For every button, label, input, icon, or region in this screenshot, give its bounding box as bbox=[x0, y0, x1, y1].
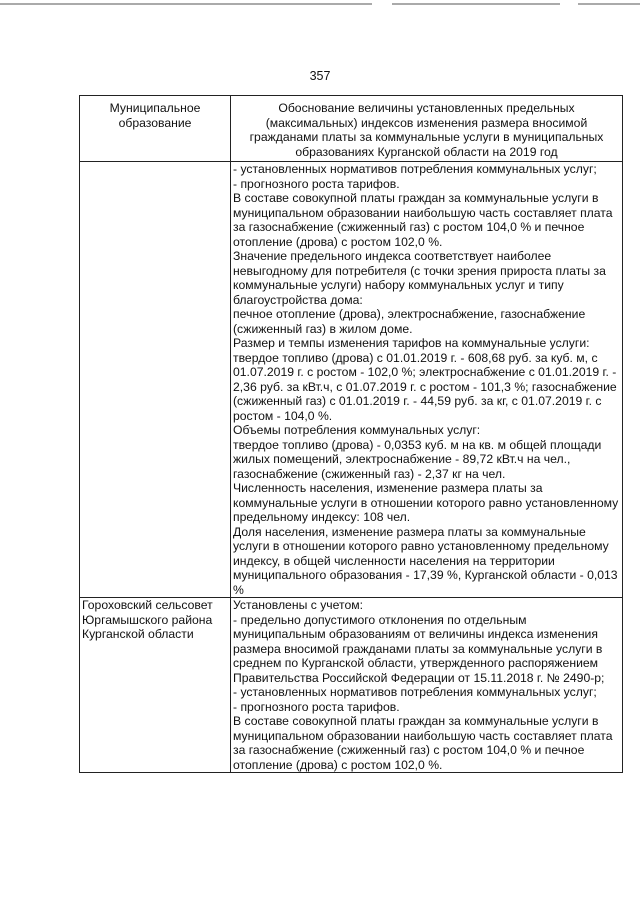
paragraph: Численность населения, изменение размера платы за коммунальные услуги в отношении которого равно установленному предельному индексу: 108 чел. bbox=[233, 481, 619, 524]
municipality-cell bbox=[80, 162, 231, 598]
paragraph: - установленных нормативов потребления коммунальных услуг; bbox=[233, 685, 597, 699]
paragraph: твердое топливо (дрова) - 0,0353 куб. м на кв. м общей площади жилых помещений, электроснабжение - 89,72 кВт.ч на чел., газоснабжение (сжиженный газ) - 2,37 кг на чел. bbox=[233, 437, 602, 481]
paragraph: твердое топливо (дрова) с 01.01.2019 г. - 608,68 руб. за куб. м, с 01.07.2019 г. с ростом - 102,0 %; электроснабжение с 01.01.2019 г. - 2,36 руб. за кВт.ч, с 01.07.2019 г. с ростом - 101,3 %; газоснабжение (сжиженный газ) с 01.01.2019 г. - 44,59 руб. за кг, с 01.07.2019 г. с ростом - 104,0 %. bbox=[233, 350, 617, 423]
tariff-justification-table bbox=[79, 95, 623, 773]
paragraph: В составе совокупной платы граждан за коммунальные услуги в муниципальном образовании наибольшую часть составляет плата за газоснабжение (сжиженный газ) с ростом 104,0 % и печное отопление (дрова) с ростом 102,0 %. bbox=[233, 191, 613, 249]
paragraph: печное отопление (дрова), электроснабжение, газоснабжение (сжиженный газ) в жилом доме. bbox=[233, 307, 586, 336]
paragraph: - прогнозного роста тарифов. bbox=[233, 699, 400, 714]
scan-artifact-line bbox=[0, 0, 640, 12]
paragraph: Установлены с учетом: bbox=[233, 598, 363, 612]
paragraph: Размер и темпы изменения тарифов на коммунальные услуги: bbox=[233, 336, 590, 350]
paragraph: Значение предельного индекса соответствует наиболее невыгодному для потребителя (с точки зрения прироста платы за коммунальные услуги) набору коммунальных услуг и типу благоустройства дома: bbox=[233, 249, 606, 307]
paragraph: Доля населения, изменение размера платы за коммунальные услуги в отношении которого равно установленному предельному индексу, в общей численности населения на территории муниципального образования - 17,39 %, Курганской области - 0,013 % bbox=[233, 524, 618, 597]
page-number: 357 bbox=[309, 69, 331, 83]
table-row bbox=[80, 598, 623, 773]
table-header-row bbox=[80, 96, 623, 162]
justification-cell bbox=[231, 162, 623, 598]
paragraph: - установленных нормативов потребления коммунальных услуг; bbox=[233, 162, 597, 176]
justification-cell bbox=[231, 598, 623, 773]
paragraph: - прогнозного роста тарифов. bbox=[233, 176, 400, 191]
paragraph: В составе совокупной платы граждан за коммунальные услуги в муниципальном образовании наибольшую часть составляет плата за газоснабжение (сжиженный газ) с ростом 104,0 % и печное отопление (дрова) с ростом 102,0 %. bbox=[233, 714, 613, 772]
municipality-cell: Гороховский сельсовет Юргамышского района Курганской области bbox=[80, 598, 231, 773]
paragraph: - предельно допустимого отклонения по отдельным муниципальным образованиям от величины индекса изменения размера вносимой гражданами платы за коммунальные услуги в среднем по Курганской области, утвержденного распоряжением Правительства Российской Федерации от 15.11.2018 г. № 2490-р; bbox=[233, 612, 605, 685]
paragraph: Объемы потребления коммунальных услуг: bbox=[233, 423, 481, 437]
table-row bbox=[80, 162, 623, 598]
header-justification: Обоснование величины установленных предельных (максимальных) индексов изменения размера вносимой гражданами платы за коммунальные услуги в муниципальных образованиях Курганской области на 2019 год bbox=[231, 96, 623, 162]
header-municipality: Муниципальное образование bbox=[80, 96, 231, 162]
